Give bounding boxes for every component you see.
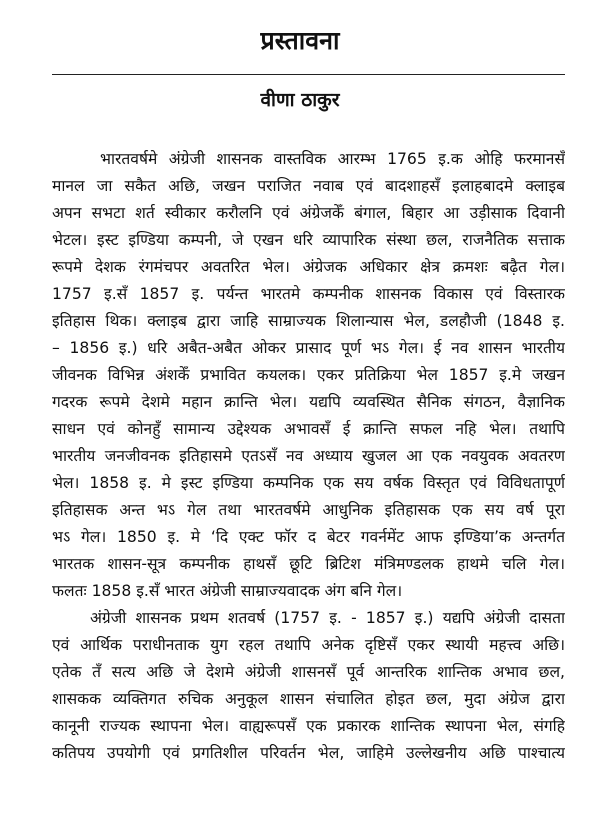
text-line: भेटल। इस्ट इण्डिया कम्पनी, जे एखन धरि व्यापारिक संस्था छल, राजनैतिक सत्ताक <box>52 231 565 249</box>
text-line: भऽ गेल। 1850 इ. मे ‘दि एक्ट फॉर द बेटर गवर्नमेंट आफ इण्डिया’क अन्तर्गत <box>52 528 565 546</box>
text-line: एतेक तँ सत्य अछि जे देशमे अंग्रेजी शासनसँ पूर्व आन्तरिक शान्तिक अभाव छल, <box>52 663 565 681</box>
text-line: अंग्रेजी शासनक प्रथम शतवर्ष (1757 इ. - 1857 इ.) यद्यपि अंग्रेजी दासता <box>90 609 565 627</box>
text-line: रूपमे देशक रंगमंचपर अवतरित भेल। अंग्रेजक अधिकार क्षेत्र क्रमशः बढ़ैत गेल। <box>52 258 565 276</box>
text-line: – 1856 इ.) धरि अबैत-अबैत ओकर प्रासाद पूर्ण भऽ गेल। ई नव शासन भारतीय <box>52 339 565 357</box>
text-line: एवं आर्थिक पराधीनताक युग रहल तथापि अनेक दृष्टिसँ एकर स्थायी महत्त्व अछि। <box>52 636 565 654</box>
text-line: इतिहास थिक। क्लाइब द्वारा जाहि साम्राज्यक शिलान्यास भेल, डलहौजी (1848 इ. <box>52 312 565 330</box>
paragraph-1 <box>52 146 565 605</box>
text-line: भारतवर्षमे अंग्रेजी शासनक वास्तविक आरम्भ 1765 इ.क ओहि फरमानसँ <box>100 150 565 168</box>
text-line: फलतः 1858 इ.सँ भारत अंग्रेजी साम्राज्यवादक अंग बनि गेल। <box>52 582 403 600</box>
author-name: वीणा ठाकुर <box>260 89 340 111</box>
text-line: जीवनक विभिन्न अंशकेँ प्रभावित कयलक। एकर प्रतिक्रिया भेल 1857 इ.मे जखन <box>52 366 565 384</box>
text-line: कानूनी राज्यक स्थापना भेल। वाह्यरूपसँ एक प्रकारक शान्तिक स्थापना भेल, संगहि <box>52 717 565 735</box>
text-line: कतिपय उपयोगी एवं प्रगतिशील परिवर्तन भेल, जाहिमे उल्लेखनीय अछि पाश्चात्य <box>52 744 565 762</box>
text-line: भारतक शासन-सूत्र कम्पनीक हाथसँ छूटि ब्रिटिश मंत्रिमण्डलक हाथमे चलि गेल। <box>52 555 565 573</box>
title-divider <box>52 74 565 75</box>
text-line: साधन एवं कोनहुँ सामान्य उद्देश्यक अभावसँ ई क्रान्ति सफल नहि भेल। तथापि <box>52 420 565 438</box>
text-line: शासकक व्यक्तिगत रुचिक अनुकूल शासन संचालित होइत छल, मुदा अंग्रेज द्वारा <box>52 690 565 708</box>
text-line: भारतीय जनजीवनक इतिहासमे एतऽसँ नव अध्याय खुजल आ एक नवयुवक अवतरण <box>52 447 565 465</box>
text-line: मानल जा सकैत अछि, जखन पराजित नवाब एवं बादशाहसँ इलाहबादमे क्लाइब <box>52 177 565 195</box>
text-line: भेल। 1858 इ. मे इस्ट इण्डिया कम्पनिक एक सय वर्षक विस्तृत एवं विविधतापूर्ण <box>52 474 565 492</box>
paragraph-2 <box>52 605 565 767</box>
text-line: 1757 इ.सँ 1857 इ. पर्यन्त भारतमे कम्पनीक शासनक विकास एवं विस्तारक <box>52 285 565 303</box>
text-line: अपन सभटा शर्त स्वीकार करौलनि एवं अंग्रेजकेँ बंगाल, बिहार आ उड़ीसाक दिवानी <box>52 204 565 222</box>
body-text <box>52 146 565 767</box>
text-line: गदरक रूपमे देशमे महान क्रान्ति भेल। यद्यपि व्यवस्थित सैनिक संगठन, वैज्ञानिक <box>52 393 565 411</box>
page-title: प्रस्तावना <box>260 26 340 55</box>
text-line: इतिहासक अन्त भऽ गेल तथा भारतवर्षमे आधुनिक इतिहासक एक सय वर्ष पूरा <box>52 501 565 519</box>
